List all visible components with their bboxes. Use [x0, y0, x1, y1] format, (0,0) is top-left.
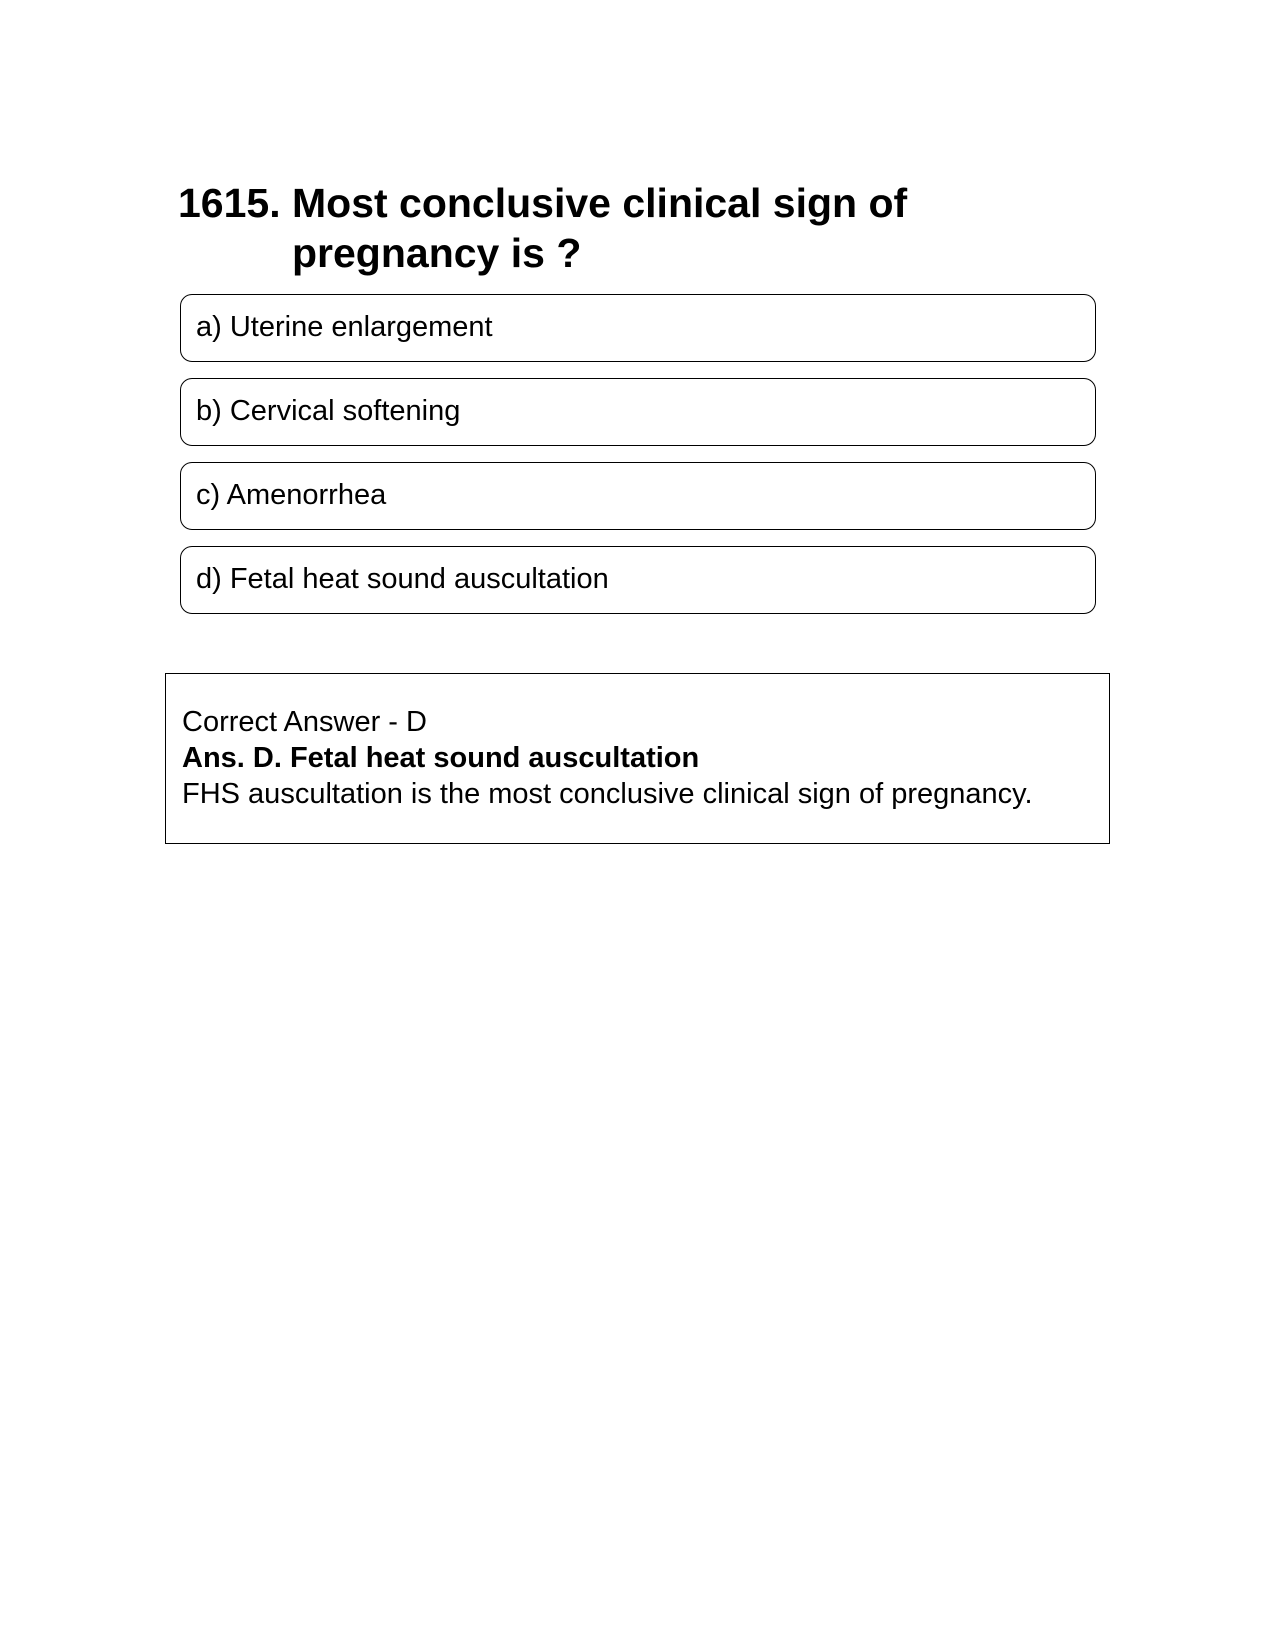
question-text: Most conclusive clinical sign of pregnancy is ?	[292, 180, 908, 276]
answer-box	[165, 673, 1110, 844]
option-a[interactable]: a) Uterine enlargement	[180, 294, 1096, 362]
question-number: 1615.	[178, 180, 281, 226]
option-d[interactable]: d) Fetal heat sound auscultation	[180, 546, 1096, 614]
option-b[interactable]: b) Cervical softening	[180, 378, 1096, 446]
question-heading	[178, 178, 938, 278]
answer-explanation: FHS auscultation is the most conclusive clinical sign of pregnancy.	[182, 778, 1033, 810]
answer-title: Ans. D. Fetal heat sound auscultation	[182, 742, 700, 774]
correct-answer-line: Correct Answer - D	[182, 706, 427, 738]
options-list	[180, 294, 1096, 630]
option-c[interactable]: c) Amenorrhea	[180, 462, 1096, 530]
